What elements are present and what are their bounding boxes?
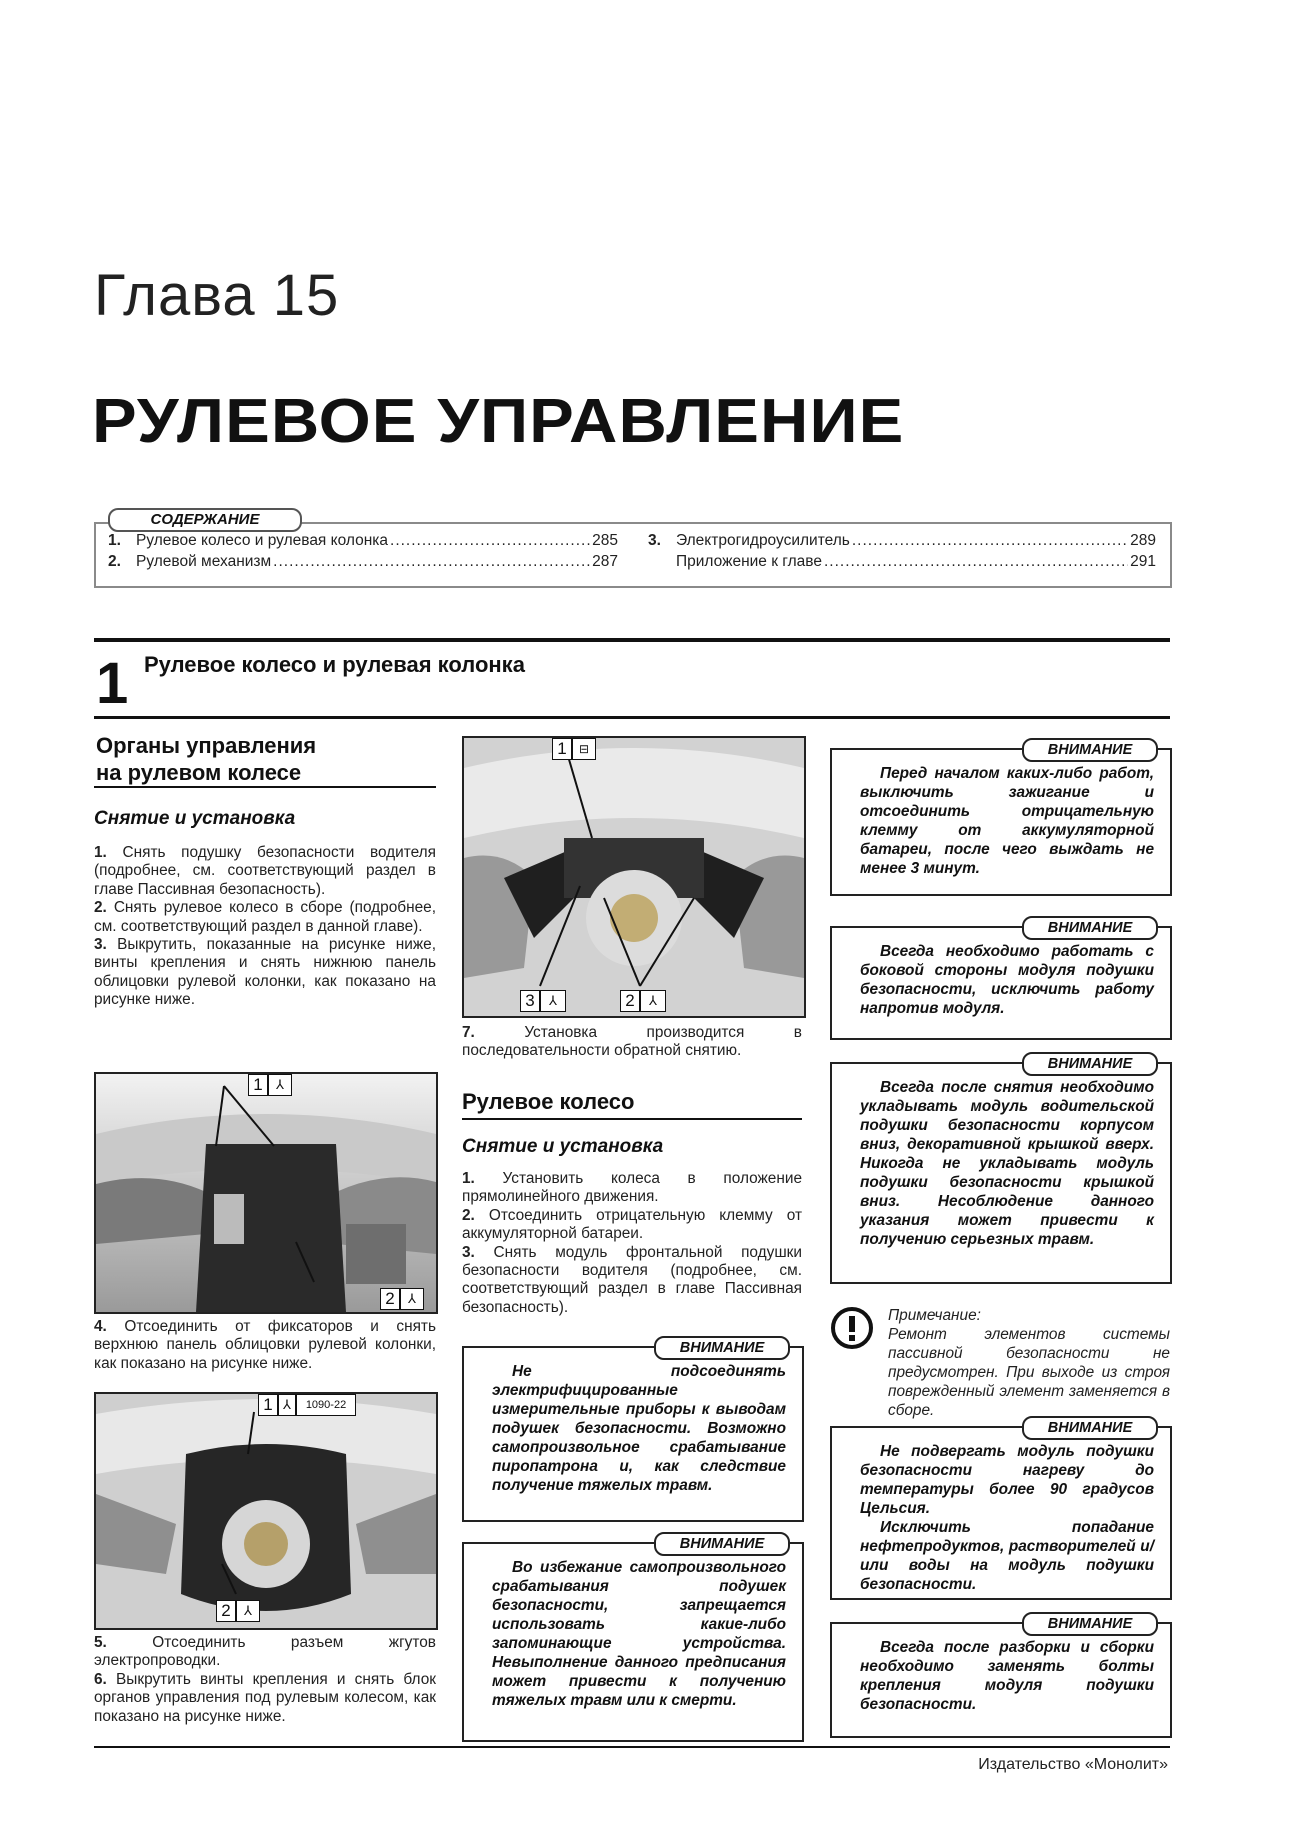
warning-tab: ВНИМАНИЕ bbox=[654, 1532, 790, 1556]
note-title: Примечание: bbox=[888, 1307, 981, 1324]
warning-tab: ВНИМАНИЕ bbox=[1022, 738, 1158, 762]
figure-callout: 1 bbox=[248, 1074, 268, 1096]
step-1: 1. Установить колеса в положение прямолинейного движения. bbox=[462, 1170, 802, 1206]
figure-lower-trim-removal bbox=[94, 1072, 438, 1314]
col1-steps-a bbox=[94, 844, 436, 1010]
note-text: Ремонт элементов системы пассивной безопасности не предусмотрен. При выходе из строя поврежденный элемент заменяется в сборе. bbox=[888, 1326, 1170, 1419]
col2-steps bbox=[462, 1170, 802, 1317]
chapter-title: РУЛЕВОЕ УПРАВЛЕНИЕ bbox=[92, 387, 905, 456]
warning-box bbox=[830, 1420, 1172, 1600]
figure-code: 1090-22 bbox=[296, 1394, 356, 1416]
toc-item-1[interactable] bbox=[108, 532, 618, 550]
step-1: 1. Снять подушку безопасности водителя (подробнее, см. соответствующий раздел в главе Пассивная безопасность). bbox=[94, 844, 436, 898]
warning-tab: ВНИМАНИЕ bbox=[1022, 1416, 1158, 1440]
warning-text: Перед началом каких-либо работ, выключить зажигание и отсоединить отрицательную клемму от аккумуляторной батареи, после чего выждать не менее 3 минут. bbox=[860, 765, 1154, 877]
footer-rule bbox=[94, 1746, 1170, 1748]
step-3: 3. Снять модуль фронтальной подушки безопасности водителя (подробнее, см. соответствующий раздел в главе Пассивная безопасность). bbox=[462, 1243, 803, 1316]
warning-box bbox=[830, 742, 1172, 896]
warning-box bbox=[462, 1340, 804, 1522]
step-5: 5. Отсоединить разъем жгутов электропроводки. bbox=[94, 1634, 436, 1670]
toc-dots bbox=[273, 553, 590, 571]
warning-box bbox=[830, 1056, 1172, 1284]
toc-item-3[interactable] bbox=[648, 532, 1156, 550]
section-title: Рулевое колесо и рулевая колонка bbox=[144, 652, 525, 677]
screw-icon: ⅄ bbox=[640, 990, 666, 1012]
section-number: 1 bbox=[96, 651, 129, 716]
toc-page: 291 bbox=[1130, 553, 1156, 570]
toc-tab: СОДЕРЖАНИЕ bbox=[108, 508, 302, 532]
step-2: 2. Отсоединить отрицательную клемму от аккумуляторной батареи. bbox=[462, 1206, 802, 1243]
toc-label: Рулевой механизм bbox=[136, 553, 272, 570]
steering-wheel-hub-photo bbox=[96, 1394, 436, 1628]
connector-icon: ⊟ bbox=[572, 738, 596, 760]
warning-text bbox=[860, 1442, 1154, 1594]
toc-num: 3. bbox=[648, 532, 661, 549]
toc-dots bbox=[852, 532, 1128, 550]
exclamation-icon bbox=[830, 1306, 874, 1350]
warning-tab: ВНИМАНИЕ bbox=[1022, 916, 1158, 940]
warning-text-line: Исключить попадание нефтепродуктов, растворителей и/или воды на модуль подушки безопасности. bbox=[860, 1519, 1154, 1593]
figure-callout: 3 bbox=[520, 990, 540, 1012]
step-3: 3. Выкрутить, показанные на рисунке ниже, винты крепления и снять нижнюю панель облицовки рулевой колонки, как показано на рисунке ниже. bbox=[94, 936, 436, 1009]
warning-text: Всегда после снятия необходимо укладывать модуль водительской подушки безопасности корпусом вниз, декоративной крышкой вверх. Никогда не укладывать модуль подушки безопасности крышкой вниз. Несоблюдение данного указания может привести к получению серьезных травм. bbox=[860, 1079, 1154, 1248]
col1-heading-rule bbox=[94, 786, 436, 788]
figure-callout: 1 bbox=[552, 738, 572, 760]
toc-label: Приложение к главе bbox=[676, 553, 822, 570]
toc-num: 1. bbox=[108, 532, 121, 549]
step-6: 6. Выкрутить винты крепления и снять блок органов управления под рулевым колесом, как показано на рисунке ниже. bbox=[94, 1670, 436, 1725]
toc-num bbox=[648, 553, 676, 571]
toc-page: 285 bbox=[592, 532, 618, 549]
screw-icon: ⅄ bbox=[278, 1394, 296, 1416]
warning-text-line: Не подвергать модуль подушки безопасности нагреву до температуры более 90 градусов Цельсия. bbox=[860, 1443, 1154, 1517]
col1-heading-line1: Органы управления bbox=[96, 733, 317, 758]
col1-subheading: Снятие и установка bbox=[94, 808, 296, 829]
col2-heading-rule bbox=[462, 1118, 802, 1120]
figure-callout: 2 bbox=[620, 990, 640, 1012]
control-block-photo bbox=[464, 738, 804, 1016]
col1-heading-line2: на рулевом колесе bbox=[96, 760, 302, 785]
toc-item-4[interactable] bbox=[648, 553, 1156, 571]
col1-steps-b bbox=[94, 1634, 436, 1726]
toc-dots bbox=[824, 553, 1128, 571]
col2-step-7: 7. Установка производится в последовательности обратной снятию. bbox=[462, 1024, 802, 1060]
note-block bbox=[830, 1306, 1170, 1426]
figure-upper-trim-removal bbox=[94, 1392, 438, 1630]
toc-page: 287 bbox=[592, 553, 618, 570]
warning-text: Всегда необходимо работать с боковой стороны модуля подушки безопасности, исключить работу напротив модуля. bbox=[860, 943, 1154, 1017]
warning-tab: ВНИМАНИЕ bbox=[1022, 1612, 1158, 1636]
section-top-rule bbox=[94, 638, 1170, 642]
figure-callout: 2 bbox=[380, 1288, 400, 1310]
warning-box bbox=[830, 1616, 1172, 1738]
warning-tab: ВНИМАНИЕ bbox=[1022, 1052, 1158, 1076]
screw-icon: ⅄ bbox=[268, 1074, 292, 1096]
chapter-label: Глава 15 bbox=[94, 263, 340, 328]
warning-text: Не подсоединять электрифицированные измерительные приборы к выводам подушек безопасности. Возможно самопроизвольное срабатывание пиропатрона и, как следствие получение тяжелых травм. bbox=[492, 1363, 786, 1494]
steering-column-photo bbox=[96, 1074, 436, 1312]
col2-heading: Рулевое колесо bbox=[462, 1089, 635, 1114]
warning-text: Во избежание самопроизвольного срабатывания подушек безопасности, запрещается использовать какие-либо запоминающие устройства. Невыполнение данного предписания может привести к получению тяжелых травм или к смерти. bbox=[492, 1559, 786, 1709]
toc-page: 289 bbox=[1130, 532, 1156, 549]
toc-item-2[interactable] bbox=[108, 553, 618, 571]
toc-dots bbox=[390, 532, 590, 550]
screw-icon: ⅄ bbox=[236, 1600, 260, 1622]
figure-control-block-removal bbox=[462, 736, 806, 1018]
warning-box bbox=[462, 1536, 804, 1742]
toc-label: Электрогидроусилитель bbox=[676, 532, 850, 549]
step-2: 2. Снять рулевое колесо в сборе (подробнее, см. соответствующий раздел в данной главе). bbox=[94, 899, 436, 935]
figure-callout: 2 bbox=[216, 1600, 236, 1622]
publisher-name: Издательство «Монолит» bbox=[978, 1756, 1168, 1773]
warning-tab: ВНИМАНИЕ bbox=[654, 1336, 790, 1360]
toc-num: 2. bbox=[108, 553, 121, 570]
figure-callout: 1 bbox=[258, 1394, 278, 1416]
section-bottom-rule bbox=[94, 716, 1170, 719]
warning-text: Всегда после разборки и сборки необходимо заменять болты крепления модуля подушки безопасности. bbox=[860, 1639, 1154, 1713]
col2-subheading: Снятие и установка bbox=[462, 1136, 664, 1157]
warning-box bbox=[830, 920, 1172, 1040]
screw-icon: ⅄ bbox=[540, 990, 566, 1012]
screw-icon: ⅄ bbox=[400, 1288, 424, 1310]
toc-label: Рулевое колесо и рулевая колонка bbox=[136, 532, 389, 549]
col1-step-4: 4. Отсоединить от фиксаторов и снять верхнюю панель облицовки рулевой колонки, как показано на рисунке ниже. bbox=[94, 1318, 436, 1372]
